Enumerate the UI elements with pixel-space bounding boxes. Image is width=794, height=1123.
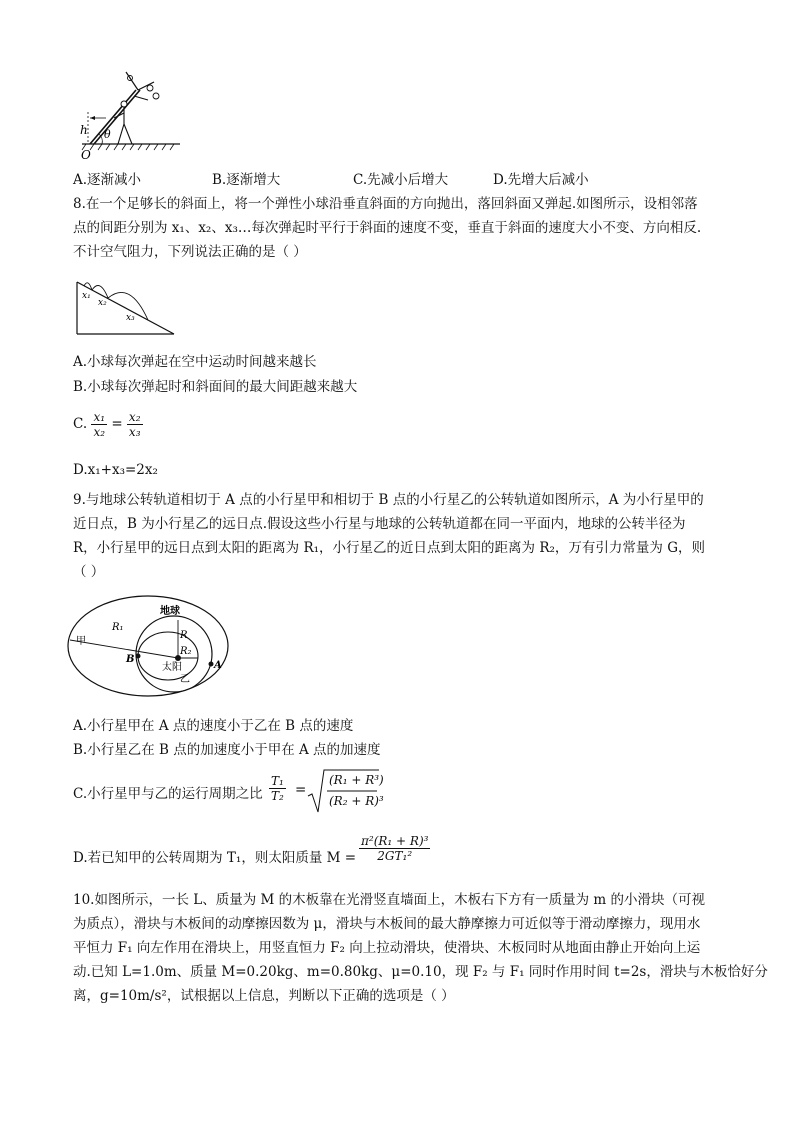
q8-figure (74, 276, 178, 338)
q8-stem-line-1: 8.在一个足够长的斜面上，将一个弹性小球沿垂直斜面的方向抛出，落回斜面又弹起.如图所示，设相邻落 (73, 196, 698, 212)
q8-option-a: A.小球每次弹起在空中运动时间越来越长 (73, 354, 317, 370)
q9-stem-line-4: （ ） (73, 564, 105, 580)
q10-stem-line-3: 平恒力 F₁ 向左作用在滑块上，用竖直恒力 F₂ 向上拉动滑块，使滑块、木板同时从地面由静止开始向上运 (73, 940, 701, 956)
q9-label-r2: R₂ (180, 646, 192, 657)
q7-option-d: D.先增大后减小 (493, 172, 589, 188)
q9-label-sun: 太阳 (162, 662, 182, 673)
q9-label-yi: 乙 (180, 674, 190, 685)
q9-option-c-radical-denominator: (R₂ + R)³ (329, 794, 384, 808)
q9-label-b: B (126, 654, 135, 665)
q9-option-c-radical-numerator: (R₁ + R³) (329, 773, 384, 787)
q7-label-origin: O (81, 148, 91, 160)
q9-stem-line-2: 近日点，B 为小行星乙的远日点.假设这些小行星与地球的公转轨道都在同一平面内，地球的公转半径为 (73, 516, 686, 532)
q9-stem-line-3: R，小行星甲的远日点到太阳的距离为 R₁，小行星乙的近日点到太阳的距离为 R₂，万有引力常量为 G，则 (73, 540, 705, 556)
q10-stem-line-1: 10.如图所示，一长 L、质量为 M 的木板靠在光滑竖直墙面上，木板右下方有一质量为 m 的小滑块（可视 (73, 892, 706, 908)
q8-label-x2: x₂ (98, 298, 107, 308)
q8-option-c-fraction-1: $\frac{\text{x₁}}{\text{x₂}}$ (93, 410, 106, 439)
q9-label-r1: R₁ (112, 622, 124, 633)
q8-option-c (73, 410, 143, 439)
q10-stem-line-5: 离，g=10m/s²，试根据以上信息，判断以下正确的选项是（ ） (73, 988, 455, 1004)
q9-stem-line-1: 9.与地球公转轨道相切于 A 点的小行星甲和相切于 B 点的小行星乙的公转轨道如图所示，A 为小行星甲的 (73, 492, 704, 508)
q8-label-x1: x₁ (82, 291, 91, 301)
q9-option-d-mass-fraction: $\frac{\text{π²(R₁ + R)³}}{\text{2GT₁²}}$ (361, 834, 429, 863)
q7-label-theta: θ (104, 128, 111, 141)
q8-option-b: B.小球每次弹起时和斜面间的最大间距越来越大 (73, 379, 358, 395)
q8-stem-line-2: 点的间距分别为 x₁、x₂、x₃…每次弹起时平行于斜面的速度不变，垂直于斜面的速度大小不变、方向相反. (73, 220, 702, 236)
q9-orbit-figure (64, 590, 244, 702)
q10-stem-line-2: 为质点），滑块与木板间的动摩擦因数为 μ，滑块与木板间的最大静摩擦力可近似等于滑动摩擦力，现用水 (73, 916, 701, 932)
q9-label-earth: 地球 (160, 606, 180, 617)
q9-option-d-prefix: D.若已知甲的公转周期为 T₁，则太阳质量 M = (73, 850, 357, 866)
q9-option-a: A.小行星甲在 A 点的速度小于乙在 B 点的速度 (73, 718, 354, 734)
q9-label-r: R (180, 630, 188, 641)
q9-option-c-period-ratio: $\frac{\text{T₁}}{\text{T₂}}$ (271, 774, 284, 803)
q8-option-c-equals: = (111, 416, 123, 432)
q8-option-c-fraction-2: $\frac{\text{x₂}}{\text{x₃}}$ (128, 410, 141, 439)
q7-label-h: h (80, 123, 88, 137)
q7-option-c: C.先减小后增大 (353, 172, 449, 188)
q8-option-d: D.x₁+x₃=2x₂ (73, 462, 158, 478)
q9-option-b: B.小行星乙在 B 点的加速度小于甲在 A 点的加速度 (73, 742, 381, 758)
q8-label-x3: x₃ (126, 313, 135, 323)
q10-stem-line-4: 动.已知 L=1.0m、质量 M=0.20kg、m=0.80kg、μ=0.10，现 F₂ 与 F₁ 同时作用时间 t=2s，滑块与木板恰好分 (73, 964, 768, 980)
q7-figure (78, 68, 188, 160)
q7-option-a: A.逐渐减小 (73, 172, 142, 188)
q7-option-b: B.逐渐增大 (212, 172, 281, 188)
q8-stem-line-3: 不计空气阻力，下列说法正确的是（ ） (73, 244, 307, 260)
q9-label-a: A (214, 660, 222, 671)
q9-option-c-equals: = (295, 782, 307, 798)
q9-option-c-prefix: C.小行星甲与乙的运行周期之比 (73, 786, 263, 802)
q8-option-c-prefix: C. (73, 416, 88, 432)
q9-label-jia: 甲 (76, 636, 86, 647)
